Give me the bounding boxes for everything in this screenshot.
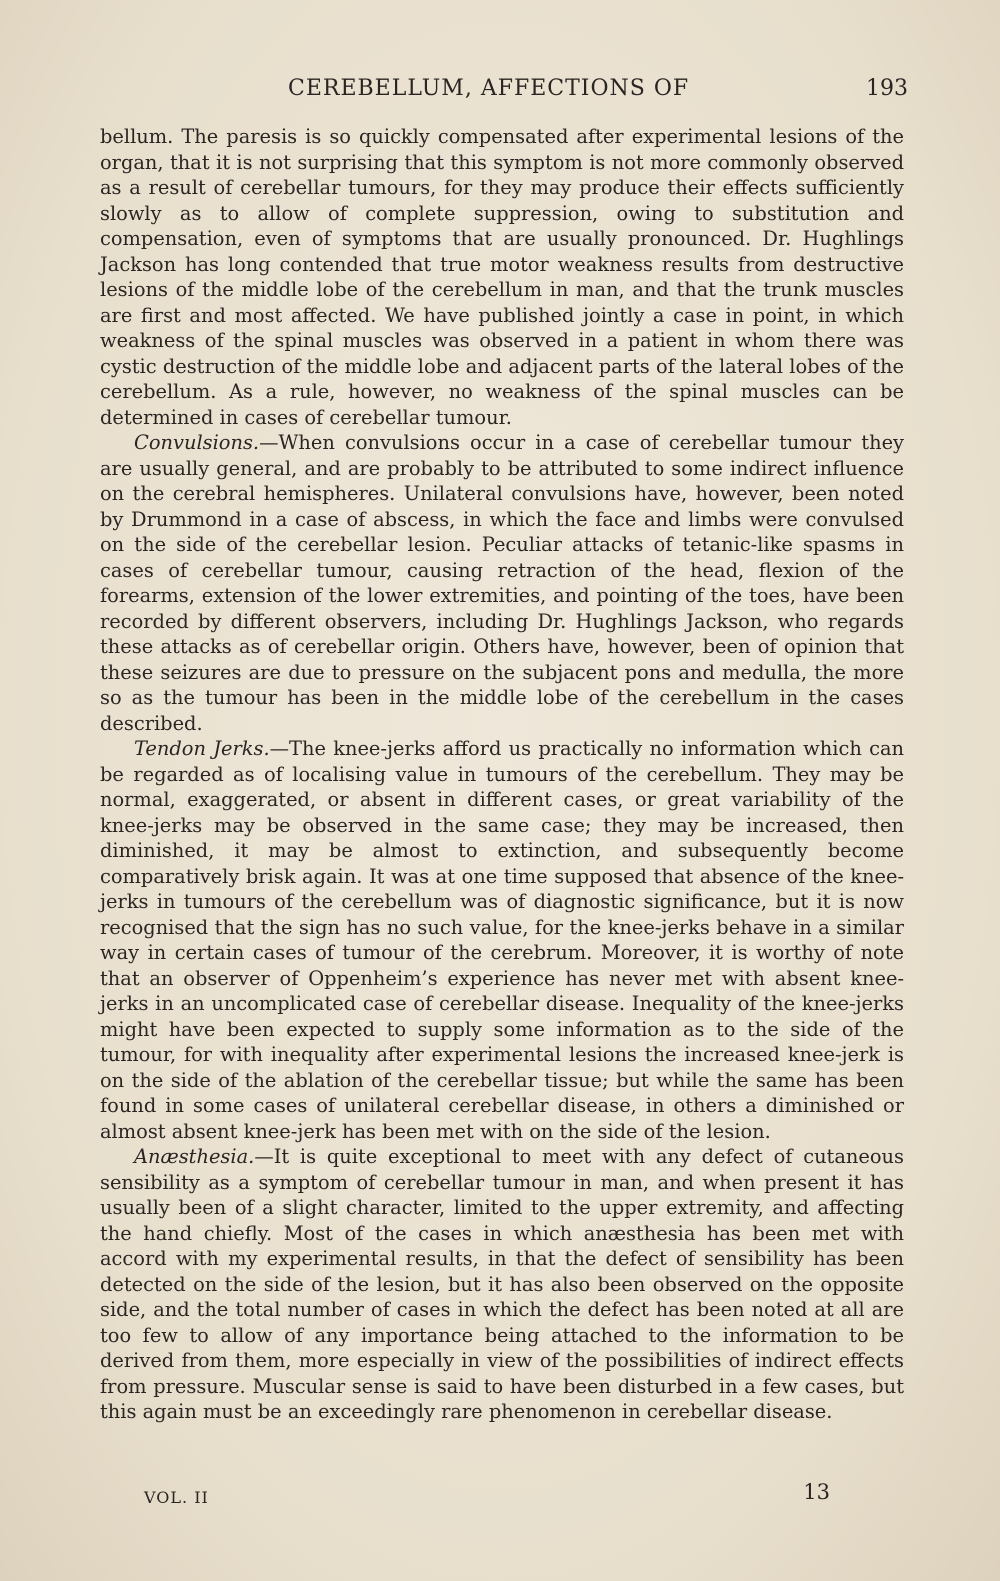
body-text [100, 124, 904, 1425]
signature-mark: 13 [803, 1480, 830, 1504]
page-footer [100, 1480, 830, 1516]
section-heading-tendon-jerks: Tendon Jerks. [134, 737, 270, 760]
running-title: CEREBELLUM, AFFECTIONS OF [288, 76, 690, 101]
paragraph-anaesthesia [100, 1144, 904, 1425]
page-number: 193 [866, 76, 908, 101]
paragraph-text: —It is quite exceptional to meet with any defect of cutaneous sensibility as a symptom of cerebellar tumour in man, and when present it has usually been of a slight character, limited to the upper extremity, and affecting the hand chiefly. Most of the cases in which anæsthesia has been met with accord with my experimental results, in that the defect of sensibility has been detected on the side of the lesion, but it has also been observed on the opposite side, and the total number of cases in which the defect has been noted at all are too few to allow of any importance being attached to the information to be derived from them, more especially in view of the possibilities of indirect effects from pressure. Muscular sense is said to have been disturbed in a few cases, but this again must be an exceedingly rare phenomenon in cerebellar disease. [100, 1145, 904, 1423]
paragraph-convulsions [100, 430, 904, 736]
paragraph-tendon-jerks [100, 736, 904, 1144]
page-header [100, 76, 908, 106]
paragraph-text: —When convulsions occur in a case of cerebellar tumour they are usually general, and are probably to be attributed to some indirect influence on the cerebral hemispheres. Unilateral convulsions have, however, been noted by Drummond in a case of abscess, in which the face and limbs were convulsed on the side of the cerebellar lesion. Peculiar attacks of tetanic-like spasms in cases of cerebellar tumour, causing retraction of the head, flexion of the forearms, extension of the lower extremities, and pointing of the toes, have been recorded by different observers, including Dr. Hughlings Jackson, who regards these attacks as of cerebellar origin. Others have, however, been of opinion that these seizures are due to pressure on the subjacent pons and medulla, the more so as the tumour has been in the middle lobe of the cerebellum in the cases described. [100, 431, 904, 735]
paragraph-paresis [100, 124, 904, 430]
volume-label: VOL. II [144, 1488, 209, 1507]
section-heading-convulsions: Convulsions. [134, 431, 260, 454]
paragraph-text: —The knee-jerks afford us practically no information which can be regarded as of localising value in tumours of the cerebellum. They may be normal, exaggerated, or absent in different cases, or great variability of the knee-jerks may be observed in the same case; they may be increased, then diminished, it may be almost to extinction, and subsequently become comparatively brisk again. It was at one time supposed that absence of the knee-jerks in tumours of the cerebellum was of diagnostic significance, but it is now recognised that the sign has no such value, for the knee-jerks behave in a similar way in certain cases of tumour of the cerebrum. Moreover, it is worthy of note that an observer of Oppenheim’s experience has never met with absent knee-jerks in an uncomplicated case of cerebellar disease. Inequality of the knee-jerks might have been expected to supply some information as to the side of the tumour, for with inequality after experimental lesions the increased knee-jerk is on the side of the ablation of the cerebellar tissue; but while the same has been found in some cases of unilateral cerebellar disease, in others a diminished or almost absent knee-jerk has been met with on the side of the lesion. [100, 737, 904, 1143]
paragraph-text: bellum. The paresis is so quickly compensated after experimental lesions of the organ, that it is not surprising that this symptom is not more commonly observed as a result of cerebellar tumours, for they may produce their effects sufficiently slowly as to allow of complete suppression, owing to substitution and compensation, even of symptoms that are usually pronounced. Dr. Hughlings Jackson has long contended that true motor weakness results from destructive lesions of the middle lobe of the cerebellum in man, and that the trunk muscles are first and most affected. We have published jointly a case in point, in which weakness of the spinal muscles was observed in a patient in whom there was cystic destruction of the middle lobe and adjacent parts of the lateral lobes of the cerebellum. As a rule, however, no weakness of the spinal muscles can be determined in cases of cerebellar tumour. [100, 125, 904, 429]
section-heading-anaesthesia: Anæsthesia. [134, 1145, 255, 1168]
